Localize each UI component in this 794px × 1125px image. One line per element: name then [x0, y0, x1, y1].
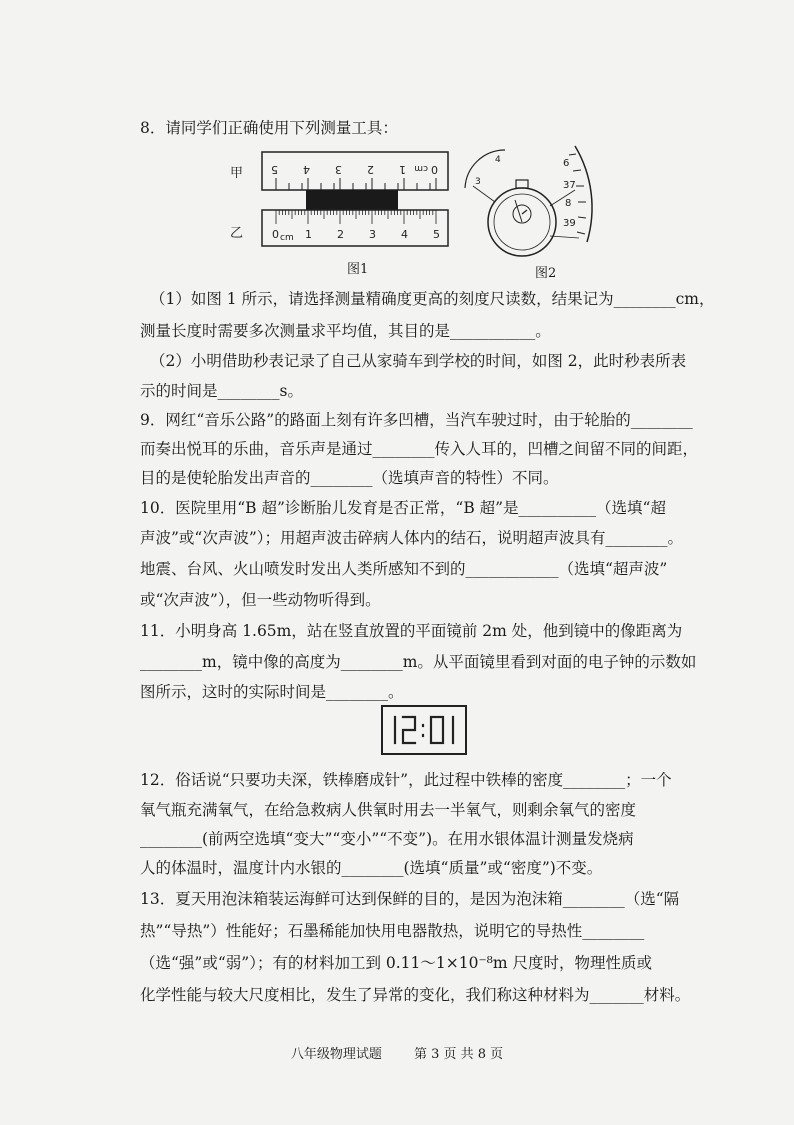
q12-line4: 人的体温时，温度计内水银的________(选填“质量”或“密度”)不变。 — [140, 859, 603, 877]
q10-line2: 声波”或“次声波”）；用超声波击碎病人体内的结石，说明超声波具有________。 — [140, 529, 684, 547]
ruler-jia-ticks — [276, 178, 436, 190]
q11-line2: ________m，镜中像的高度为________m。从平面镜里看到对面的电子钟的示数如 — [140, 653, 697, 671]
q13-line3: （选“强”或“弱”）；有的材料加工到 0.11～1×10⁻⁸m 尺度时，物理性质或 — [140, 954, 652, 972]
footer-subject: 八年级物理试题 — [290, 1047, 382, 1062]
q8-part2-line2: 示的时间是________s。 — [140, 382, 303, 400]
ruler-jia-tick-1: 1 — [399, 163, 406, 176]
measured-object — [306, 190, 398, 210]
ruler-yi-tick-1: 1 — [305, 228, 312, 241]
q13-line2: 热”“导热”）性能好；石墨稀能加快用电器散热，说明它的导热性________ — [140, 922, 645, 940]
ruler-jia-tick-cm: cm — [414, 163, 428, 173]
ruler-jia-tick-5: 5 — [271, 163, 278, 176]
q10-line3: 地震、台风、火山喷发时发出人类所感知不到的____________（选填“超声波” — [140, 560, 668, 578]
ruler-yi-tick-5: 5 — [433, 228, 440, 241]
ruler-jia-tick-2: 2 — [367, 163, 374, 176]
ruler-yi-tick-4: 4 — [401, 228, 408, 241]
outer-tick-8: 8 — [565, 198, 572, 209]
ruler-jia-tick-0: 0 — [431, 163, 438, 176]
ruler-yi-tick-0: 0 — [272, 228, 279, 241]
clock-digits-drawing — [383, 707, 465, 753]
q12-line2: 氧气瓶充满氧气，在给急救病人供氧时用去一半氧气，则剩余氧气的密度 — [140, 801, 637, 819]
stopwatch-drawing — [455, 140, 615, 265]
rulers-drawing — [228, 148, 458, 263]
figure-1-caption: 图1 — [347, 262, 369, 277]
ruler-yi-tick-3: 3 — [369, 228, 376, 241]
q11-line1: 11．小明身高 1.65m，站在竖直放置的平面镜前 2m 处，他到镜中的像距离为 — [140, 622, 683, 640]
q10-line1: 10．医院里用“B 超”诊断胎儿发育是否正常，“B 超”是__________（选填“超 — [140, 499, 666, 517]
ruler-jia-label: 甲 — [230, 166, 244, 181]
stopwatch-crown — [516, 180, 528, 188]
small-tick-4: 4 — [495, 155, 501, 165]
q8-part1-line2: 测量长度时需要多次测量求平均值，其目的是___________。 — [140, 322, 551, 340]
q12-line1: 12．俗话说“只要功夫深，铁棒磨成针”，此过程中铁棒的密度________；一个 — [140, 771, 672, 789]
outer-tick-6: 6 — [563, 158, 570, 169]
small-tick-3: 3 — [475, 177, 481, 187]
page-footer — [0, 1043, 794, 1062]
figure-2-stopwatch — [455, 140, 615, 265]
ruler-jia-tick-3: 3 — [335, 163, 342, 176]
q9-line3: 目的是使轮胎发出声音的________（选填声音的特性）不同。 — [140, 469, 559, 487]
outer-dial-arc — [575, 146, 592, 242]
q13-line4: 化学性能与较大尺度相比，发生了异常的变化，我们称这种材料为_______材料。 — [140, 986, 691, 1004]
q11-line3: 图所示，这时的实际时间是________。 — [140, 683, 404, 701]
outer-tick-37: 37 — [563, 180, 576, 191]
q12-line3: ________(前两空选填“变大”“变小”“不变”)。在用水银体温计测量发烧病 — [140, 830, 634, 848]
q8-stem: 8．请同学们正确使用下列测量工具： — [140, 119, 398, 137]
ruler-yi-tick-2: 2 — [337, 228, 344, 241]
q10-line4: 或“次声波”），但一些动物听得到。 — [140, 591, 381, 609]
figure-2-caption: 图2 — [535, 266, 557, 281]
q13-line1: 13．夏天用泡沫箱装运海鲜可达到保鲜的目的，是因为泡沫箱________（选“隔 — [140, 890, 680, 908]
digital-clock — [381, 705, 467, 755]
q9-line2: 而奏出悦耳的乐曲，音乐声是通过________传入人耳的，凹槽之间留不同的间距， — [140, 440, 699, 458]
q8-part2-line1: （2）小明借助秒表记录了自己从家骑车到学校的时间，如图 2，此时秒表所表 — [150, 352, 687, 370]
ruler-jia-tick-4: 4 — [303, 163, 310, 176]
ruler-yi-label: 乙 — [230, 226, 244, 241]
footer-page-number: 第 3 页 共 8 页 — [413, 1047, 504, 1062]
q9-line1: 9．网红“音乐公路”的路面上刻有许多凹槽，当汽车驶过时，由于轮胎的________ — [140, 411, 693, 429]
outer-tick-39: 39 — [563, 218, 576, 229]
figure-1-rulers — [228, 148, 458, 263]
ruler-yi-tick-cm: cm — [280, 233, 294, 243]
q8-part1-line1: （1）如图 1 所示，请选择测量精确度更高的刻度尺读数，结果记为________cm， — [150, 290, 715, 308]
ruler-yi-ticks — [276, 210, 436, 224]
